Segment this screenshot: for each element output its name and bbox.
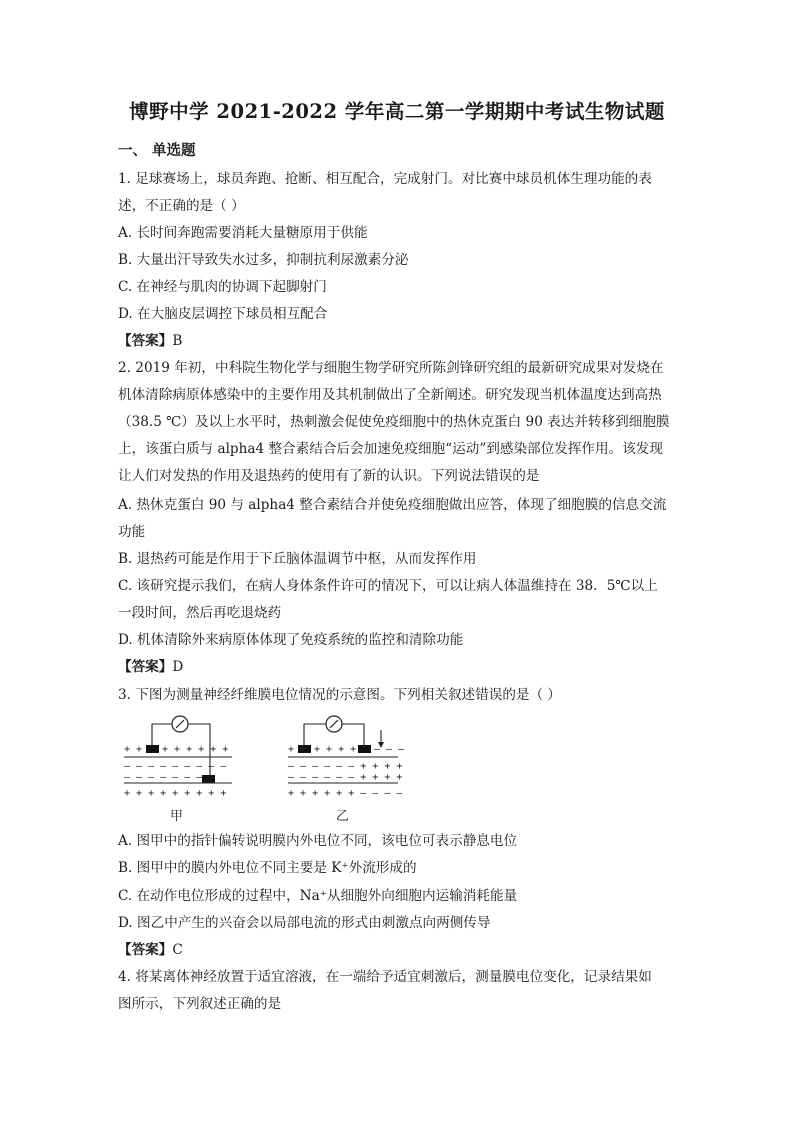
q3-answer (118, 941, 183, 959)
q2-stem-line-1: 2. 2019 年初，中科院生物化学与细胞生物学研究所陈剑锋研究组的最新研究成果对发烧在 (118, 360, 664, 376)
diagram-jia (124, 716, 232, 799)
svg-text:+ + + +: + + + + (314, 744, 357, 755)
svg-text:+ + + + + +: + + + + + + (162, 744, 229, 755)
q2-stem-line-3: （38.5 ℃）及以上水平时，热刺激会促使免疫细胞中的热休克蛋白 90 表达并转移到细胞膜 (118, 414, 670, 430)
q1-option-c: C. 在神经与肌肉的协调下起脚射门 (118, 279, 327, 295)
answer-tag: 【答案】 (118, 659, 173, 675)
q2-option-c: C. 该研究提示我们，在病人身体条件许可的情况下，可以让病人体温维持在 38．5℃以上 (118, 578, 658, 594)
q3-option-c: C. 在动作电位形成的过程中，Na⁺从细胞外向细胞内运输消耗能量 (118, 888, 518, 904)
svg-text:– – – – – – – –: – – – – – – – – (124, 772, 215, 783)
q2-answer (118, 658, 183, 676)
q1-option-a: A. 长时间奔跑需要消耗大量糖原用于供能 (118, 225, 368, 241)
q3-option-b: B. 图甲中的膜内外电位不同主要是 K⁺外流形成的 (118, 860, 417, 876)
q3-option-a: A. 图甲中的指针偏转说明膜内外电位不同，该电位可表示静息电位 (118, 833, 518, 849)
svg-text:– – – – – – – – –: – – – – – – – – – (124, 761, 227, 772)
electrode-right (358, 745, 371, 753)
q1-option-d: D. 在大脑皮层调控下球员相互配合 (118, 306, 328, 322)
nerve-membrane-diagram (118, 712, 418, 830)
answer-tag: 【答案】 (118, 942, 173, 958)
answer-tag: 【答案】 (118, 333, 173, 349)
caption-yi: 乙 (336, 809, 350, 824)
svg-text:+ + + + + + – – – –: + + + + + + – – – – (288, 788, 403, 799)
q1-option-b: B. 大量出汗导致失水过多，抑制抗利尿激素分泌 (118, 252, 409, 268)
q2-stem-line-2: 机体清除病原体感染中的主要作用及其机制做出了全新阐述。研究发现当机体温度达到高热 (118, 387, 662, 403)
q3-option-d: D. 图乙中产生的兴奋会以局部电流的形式由刺激点向两侧传导 (118, 915, 491, 931)
q2-option-a: A. 热休克蛋白 90 与 alpha4 整合素结合并使免疫细胞做出应答，体现了细胞膜的信息交流 (118, 497, 667, 513)
section-heading: 一、 单选题 (118, 142, 196, 159)
q2-stem-line-4: 上，该蛋白质与 alpha4 整合素结合后会加速免疫细胞“运动”到感染部位发挥作用。该发现 (118, 441, 663, 457)
svg-text:+ +: + + (288, 744, 307, 755)
answer-value: D (172, 659, 184, 675)
svg-text:– – – – – – + + + +: – – – – – – + + + + (288, 772, 403, 783)
svg-text:– – –: – – – (374, 744, 405, 755)
q1-answer (118, 332, 182, 350)
q2-option-d: D. 机体清除外来病原体体现了免疫系统的监控和清除功能 (118, 632, 464, 648)
q2-option-a-cont: 功能 (118, 524, 146, 540)
q2-option-b: B. 退热药可能是作用于下丘脑体温调节中枢，从而发挥作用 (118, 551, 477, 567)
q2-stem-line-5: 让人们对发热的作用及退热药的使用有了新的认识。下列说法错误的是 (118, 468, 540, 484)
svg-text:– – – – – – + + + +: – – – – – – + + + + (288, 761, 403, 772)
q3-stem-line-1: 3. 下图为测量神经纤维膜电位情况的示意图。下列相关叙述错误的是（ ） (118, 687, 562, 703)
answer-value: B (172, 333, 183, 349)
page-title: 博野中学 2021-2022 学年高二第一学期期中考试生物试题 (129, 100, 665, 123)
caption-jia: 甲 (170, 809, 184, 824)
svg-text:+ + + + + + + + +: + + + + + + + + + (124, 788, 227, 799)
electrode-outer (146, 745, 159, 753)
svg-text:+ +: + + (124, 744, 143, 755)
q1-stem-line-1: 1. 足球赛场上，球员奔跑、抢断、相互配合，完成射门。对比赛中球员机体生理功能的表 (118, 171, 652, 187)
q2-option-c-cont: 一段时间，然后再吃退烧药 (118, 605, 282, 621)
answer-value: C (172, 942, 183, 958)
q4-stem-line-1: 4. 将某离体神经放置于适宜溶液，在一端给予适宜刺激后，测量膜电位变化，记录结果如 (118, 969, 652, 985)
diagram-yi (288, 716, 405, 799)
q4-stem-line-2: 图所示，下列叙述正确的是 (118, 996, 282, 1012)
q1-stem-line-2: 述，不正确的是（ ） (118, 198, 245, 214)
